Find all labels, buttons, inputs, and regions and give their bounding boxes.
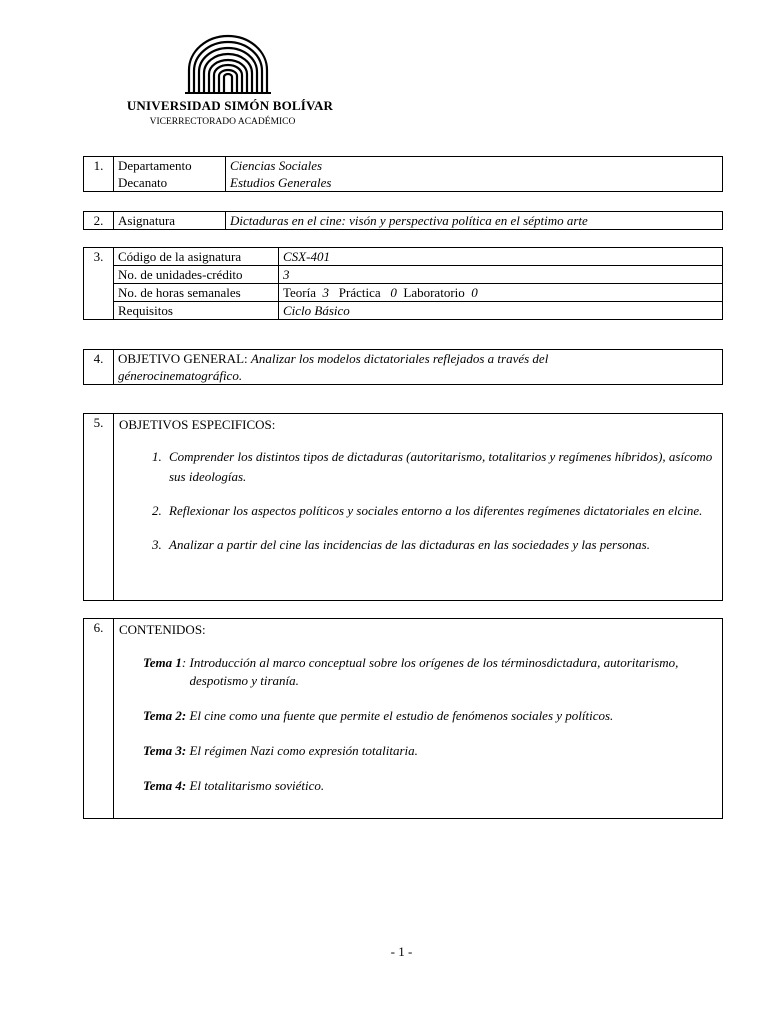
list-item bbox=[143, 742, 718, 760]
subject-value: Dictaduras en el cine: visón y perspectiva política en el séptimo arte bbox=[226, 212, 723, 230]
section-number: 3. bbox=[84, 248, 114, 320]
list-item: 2. Reflexionar los aspectos políticos y sociales entorno a los diferentes regímenes dictatoriales en elcine. bbox=[165, 501, 718, 521]
lab-label: Laboratorio bbox=[403, 285, 465, 300]
tema-text: Introducción al marco conceptual sobre los orígenes de los términosdictadura, autoritarismo, despotismo y tiranía. bbox=[189, 655, 679, 688]
decanato-label: Decanato bbox=[114, 174, 226, 192]
tema-text: El cine como una fuente que permite el estudio de fenómenos sociales y políticos. bbox=[189, 708, 614, 723]
list-item bbox=[143, 654, 718, 690]
objectives-list bbox=[119, 447, 718, 555]
subject-label: Asignatura bbox=[114, 212, 226, 230]
hours-label: No. de horas semanales bbox=[114, 284, 279, 302]
general-objective-title: OBJETIVO GENERAL: bbox=[118, 351, 248, 366]
credits-label: No. de unidades-crédito bbox=[114, 266, 279, 284]
code-value: CSX-401 bbox=[279, 248, 723, 266]
specific-objectives bbox=[114, 414, 723, 601]
teoria-value: 3 bbox=[322, 285, 330, 300]
tema-name: Tema 2: bbox=[143, 708, 187, 723]
list-item: 3. Analizar a partir del cine las incidencias de las dictaduras en las sociedades y las personas. bbox=[165, 535, 722, 555]
section-course-info bbox=[83, 247, 723, 320]
department-value: Ciencias Sociales bbox=[226, 157, 723, 175]
department-label: Departamento bbox=[114, 157, 226, 175]
contents bbox=[114, 619, 723, 819]
section-number: 5. bbox=[84, 414, 114, 601]
section-number: 2. bbox=[84, 212, 114, 230]
tema-name: Tema 1: bbox=[143, 655, 187, 670]
section-subject bbox=[83, 211, 723, 230]
list-item bbox=[143, 777, 718, 795]
section-general-objective bbox=[83, 349, 723, 385]
general-objective-text: Analizar los modelos dictatoriales reflejados a través del génerocinematográfico. bbox=[118, 351, 549, 383]
university-logo bbox=[183, 34, 273, 96]
section-number: 1. bbox=[84, 157, 114, 192]
section-number: 4. bbox=[84, 350, 114, 385]
specific-objectives-title: OBJETIVOS ESPECIFICOS: bbox=[119, 417, 276, 432]
list-item: 1. Comprender los distintos tipos de dictaduras (autoritarismo, totalitarios y regímenes híbridos), asícomo sus ideologías. bbox=[165, 447, 718, 487]
requisites-label: Requisitos bbox=[114, 302, 279, 320]
university-name: UNIVERSIDAD SIMÓN BOLÍVAR bbox=[126, 98, 334, 113]
tema-text: El totalitarismo soviético. bbox=[189, 778, 325, 793]
code-label: Código de la asignatura bbox=[114, 248, 279, 266]
section-department bbox=[83, 156, 723, 192]
credits-value: 3 bbox=[279, 266, 723, 284]
tema-name: Tema 3: bbox=[143, 743, 187, 758]
practica-value: 0 bbox=[390, 285, 397, 300]
lab-value: 0 bbox=[471, 285, 478, 300]
section-number: 6. bbox=[84, 619, 114, 819]
section-specific-objectives bbox=[83, 413, 723, 601]
list-item bbox=[143, 707, 718, 725]
requisites-value: Ciclo Básico bbox=[279, 302, 723, 320]
vicerrectorado: VICERRECTORADO ACADÉMICO bbox=[149, 117, 296, 127]
tema-name: Tema 4: bbox=[143, 778, 187, 793]
tema-text: El régimen Nazi como expresión totalitaria. bbox=[189, 743, 418, 758]
teoria-label: Teoría bbox=[283, 285, 317, 300]
hours-value bbox=[279, 284, 723, 302]
temas-list bbox=[119, 654, 718, 795]
decanato-value: Estudios Generales bbox=[226, 174, 723, 192]
contents-title: CONTENIDOS: bbox=[119, 622, 206, 637]
section-contents bbox=[83, 618, 723, 819]
practica-label: Práctica bbox=[338, 285, 381, 300]
page-number: - 1 - bbox=[390, 944, 413, 959]
general-objective bbox=[114, 350, 723, 385]
